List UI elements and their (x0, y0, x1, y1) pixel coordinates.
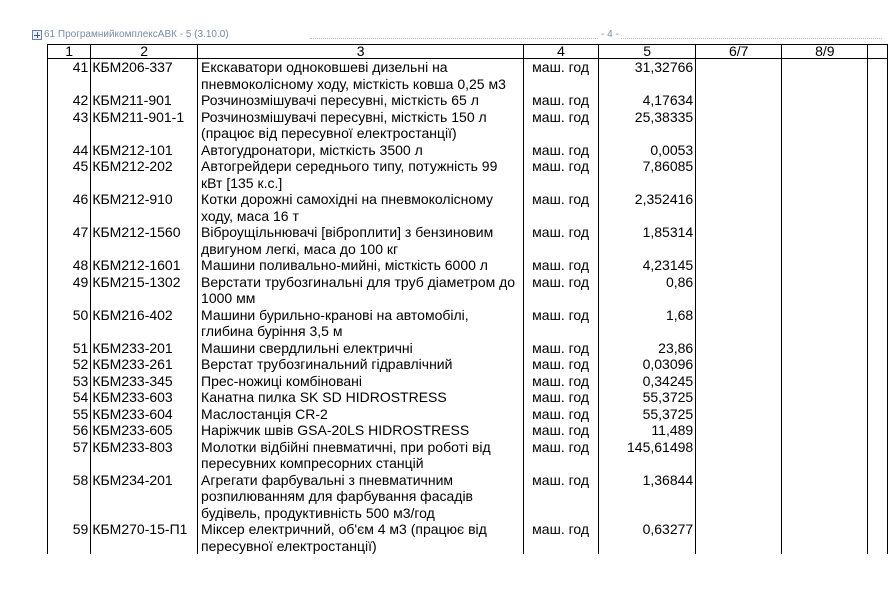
resource-code: КБМ211-901-1 (91, 109, 198, 142)
empty-cell (868, 340, 888, 357)
table-row (48, 142, 888, 159)
empty-cell (868, 92, 888, 109)
empty-cell (782, 472, 868, 522)
empty-cell (782, 224, 868, 257)
empty-cell (782, 257, 868, 274)
empty-cell (782, 422, 868, 439)
quantity: 55,3725 (598, 406, 695, 423)
empty-cell (696, 472, 782, 522)
unit-of-measure: маш. год (524, 373, 599, 390)
empty-cell (782, 142, 868, 159)
table-row (48, 422, 888, 439)
empty-cell (782, 340, 868, 357)
empty-cell (782, 191, 868, 224)
quantity: 0,63277 (598, 521, 695, 554)
resource-description: Машини свердлильні електричні (198, 340, 524, 357)
resource-description: Котки дорожні самохідні на пневмоколісному ходу, маса 16 т (198, 191, 524, 224)
empty-cell (696, 389, 782, 406)
unit-of-measure: маш. год (524, 389, 599, 406)
empty-cell (868, 373, 888, 390)
empty-cell (868, 439, 888, 472)
resource-code: КБМ233-803 (91, 439, 198, 472)
table-header-row (48, 45, 888, 59)
quantity: 55,3725 (598, 389, 695, 406)
table-row (48, 340, 888, 357)
empty-cell (782, 439, 868, 472)
table-row (48, 406, 888, 423)
row-number: 43 (48, 109, 91, 142)
row-number: 58 (48, 472, 91, 522)
page-number: - 4 - (601, 29, 619, 40)
empty-cell (782, 406, 868, 423)
empty-cell (868, 307, 888, 340)
empty-cell (782, 356, 868, 373)
empty-cell (696, 274, 782, 307)
resource-description: Автогудронатори, місткість 3500 л (198, 142, 524, 159)
empty-cell (782, 59, 868, 93)
column-header: 8/9 (782, 45, 868, 59)
unit-of-measure: маш. год (524, 59, 599, 93)
table-row (48, 109, 888, 142)
resource-code: КБМ233-261 (91, 356, 198, 373)
column-header: 1 (48, 45, 91, 59)
unit-of-measure: маш. год (524, 439, 599, 472)
empty-cell (696, 92, 782, 109)
table-row (48, 472, 888, 522)
resource-description: Верстат трубозгинальний гідравлічний (198, 356, 524, 373)
resource-code: КБМ233-201 (91, 340, 198, 357)
table-row (48, 439, 888, 472)
resource-description: Розчинозмішувачі пересувні, місткість 65 л (198, 92, 524, 109)
row-number: 50 (48, 307, 91, 340)
quantity: 4,23145 (598, 257, 695, 274)
resource-description: Екскаватори одноковшеві дизельні на пневмоколісному ходу, місткість ковша 0,25 м3 (198, 59, 524, 93)
resource-code: КБМ212-1601 (91, 257, 198, 274)
resource-description: Агрегати фарбувальні з пневматичним розпилюванням для фарбування фасадів будівель, продуктивність 500 м3/год (198, 472, 524, 522)
empty-cell (696, 109, 782, 142)
resource-description: Маслостанція CR-2 (198, 406, 524, 423)
resource-description: Розчинозмішувачі пересувні, місткість 150 л (працює від пересувної електростанції) (198, 109, 524, 142)
column-header: 5 (598, 45, 695, 59)
resource-description: Машини бурильно-кранові на автомобілі, глибина буріння 3,5 м (198, 307, 524, 340)
row-number: 44 (48, 142, 91, 159)
column-header: 4 (524, 45, 599, 59)
empty-cell (868, 389, 888, 406)
table-row (48, 191, 888, 224)
quantity: 0,86 (598, 274, 695, 307)
empty-cell (696, 158, 782, 191)
empty-cell (868, 158, 888, 191)
table-row (48, 373, 888, 390)
column-header-extra (868, 45, 888, 59)
quantity: 4,17634 (598, 92, 695, 109)
resource-code: КБМ234-201 (91, 472, 198, 522)
resource-code: КБМ206-337 (91, 59, 198, 93)
resource-description: Канатна пилка SK SD HIDROSTRESS (198, 389, 524, 406)
row-number: 54 (48, 389, 91, 406)
resource-code: КБМ233-345 (91, 373, 198, 390)
empty-cell (696, 257, 782, 274)
empty-cell (868, 109, 888, 142)
empty-cell (696, 59, 782, 93)
quantity: 11,489 (598, 422, 695, 439)
column-header: 2 (91, 45, 198, 59)
row-number: 45 (48, 158, 91, 191)
empty-cell (782, 92, 868, 109)
quantity: 23,86 (598, 340, 695, 357)
unit-of-measure: маш. год (524, 406, 599, 423)
resource-description: Верстати трубозгинальні для труб діаметром до 1000 мм (198, 274, 524, 307)
unit-of-measure: маш. год (524, 92, 599, 109)
empty-cell (696, 373, 782, 390)
empty-cell (868, 59, 888, 93)
empty-cell (868, 472, 888, 522)
table-row (48, 356, 888, 373)
unit-of-measure: маш. год (524, 356, 599, 373)
unit-of-measure: маш. год (524, 521, 599, 554)
row-number: 53 (48, 373, 91, 390)
resource-code: КБМ211-901 (91, 92, 198, 109)
quantity: 2,352416 (598, 191, 695, 224)
table-row (48, 274, 888, 307)
resource-description: Молотки відбійні пневматичні, при роботі від пересувних компресорних станцій (198, 439, 524, 472)
resource-description: Прес-ножиці комбіновані (198, 373, 524, 390)
header-rule (310, 38, 882, 39)
resource-description: Машини поливально-мийні, місткість 6000 л (198, 257, 524, 274)
quantity: 1,85314 (598, 224, 695, 257)
machinery-table (47, 44, 888, 554)
unit-of-measure: маш. год (524, 191, 599, 224)
resource-code: КБМ270-15-П1 (91, 521, 198, 554)
quantity: 145,61498 (598, 439, 695, 472)
quantity: 25,38335 (598, 109, 695, 142)
unit-of-measure: маш. год (524, 224, 599, 257)
report-header (32, 29, 882, 41)
unit-of-measure: маш. год (524, 142, 599, 159)
resource-code: КБМ216-402 (91, 307, 198, 340)
empty-cell (696, 356, 782, 373)
resource-code: КБМ215-1302 (91, 274, 198, 307)
table-row (48, 92, 888, 109)
quantity: 1,68 (598, 307, 695, 340)
empty-cell (696, 224, 782, 257)
table-body (48, 59, 888, 555)
empty-cell (782, 389, 868, 406)
empty-cell (868, 274, 888, 307)
empty-cell (696, 422, 782, 439)
row-number: 57 (48, 439, 91, 472)
resource-description: Міксер електричний, об'єм 4 м3 (працює від пересувної електростанції) (198, 521, 524, 554)
resource-code: КБМ212-910 (91, 191, 198, 224)
empty-cell (696, 521, 782, 554)
empty-cell (696, 340, 782, 357)
quantity: 1,36844 (598, 472, 695, 522)
resource-code: КБМ212-202 (91, 158, 198, 191)
resource-code: КБМ233-605 (91, 422, 198, 439)
empty-cell (782, 521, 868, 554)
table-row (48, 59, 888, 93)
empty-cell (868, 191, 888, 224)
empty-cell (782, 109, 868, 142)
resource-code: КБМ212-101 (91, 142, 198, 159)
unit-of-measure: маш. год (524, 257, 599, 274)
table-row (48, 158, 888, 191)
row-number: 42 (48, 92, 91, 109)
table-row (48, 224, 888, 257)
row-number: 49 (48, 274, 91, 307)
row-number: 59 (48, 521, 91, 554)
table-row (48, 257, 888, 274)
empty-cell (696, 439, 782, 472)
empty-cell (696, 307, 782, 340)
empty-cell (696, 406, 782, 423)
empty-cell (868, 257, 888, 274)
quantity: 0,0053 (598, 142, 695, 159)
row-number: 55 (48, 406, 91, 423)
unit-of-measure: маш. год (524, 340, 599, 357)
row-number: 46 (48, 191, 91, 224)
empty-cell (868, 521, 888, 554)
report-title: 61 ПрограмнийкомплексАВК - 5 (3.10.0) (44, 29, 229, 40)
unit-of-measure: маш. год (524, 472, 599, 522)
empty-cell (868, 224, 888, 257)
empty-cell (696, 142, 782, 159)
empty-cell (782, 307, 868, 340)
empty-cell (782, 373, 868, 390)
quantity: 31,32766 (598, 59, 695, 93)
resource-code: КБМ212-1560 (91, 224, 198, 257)
empty-cell (868, 422, 888, 439)
resource-code: КБМ233-604 (91, 406, 198, 423)
empty-cell (782, 274, 868, 307)
empty-cell (868, 356, 888, 373)
row-number: 47 (48, 224, 91, 257)
column-header: 6/7 (696, 45, 782, 59)
quantity: 7,86085 (598, 158, 695, 191)
unit-of-measure: маш. год (524, 307, 599, 340)
quantity: 0,34245 (598, 373, 695, 390)
empty-cell (868, 142, 888, 159)
column-header: 3 (198, 45, 524, 59)
table-row (48, 307, 888, 340)
empty-cell (782, 158, 868, 191)
table-row (48, 389, 888, 406)
resource-description: Автогрейдери середнього типу, потужність 99 кВт [135 к.с.] (198, 158, 524, 191)
row-number: 41 (48, 59, 91, 93)
unit-of-measure: маш. год (524, 158, 599, 191)
empty-cell (868, 406, 888, 423)
quantity: 0,03096 (598, 356, 695, 373)
empty-cell (696, 191, 782, 224)
row-number: 56 (48, 422, 91, 439)
resource-description: Наріжчик швів GSA-20LS HIDROSTRESS (198, 422, 524, 439)
row-number: 48 (48, 257, 91, 274)
expand-icon[interactable] (32, 30, 42, 40)
resource-code: КБМ233-603 (91, 389, 198, 406)
unit-of-measure: маш. год (524, 422, 599, 439)
row-number: 52 (48, 356, 91, 373)
row-number: 51 (48, 340, 91, 357)
unit-of-measure: маш. год (524, 274, 599, 307)
table-row (48, 521, 888, 554)
resource-description: Віброущільнювачі [віброплити] з бензиновим двигуном легкі, маса до 100 кг (198, 224, 524, 257)
unit-of-measure: маш. год (524, 109, 599, 142)
